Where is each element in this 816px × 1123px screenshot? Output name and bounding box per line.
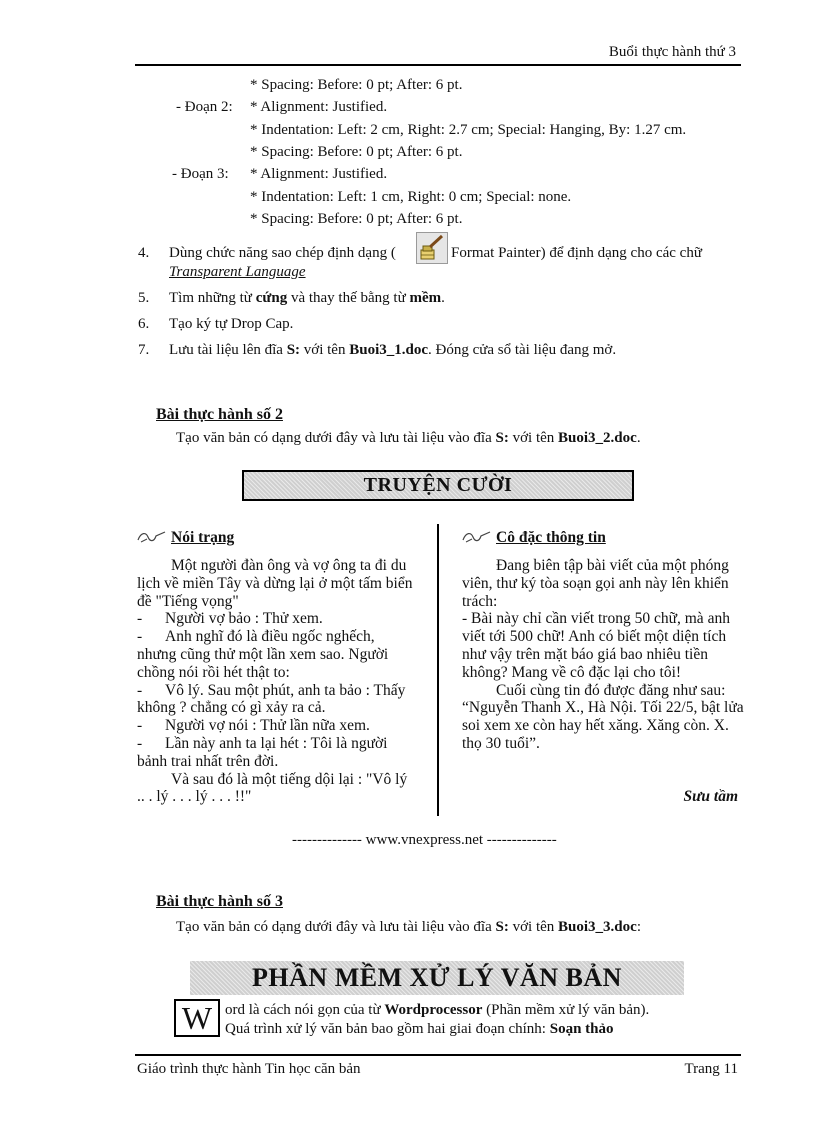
source-link-line: -------------- www.vnexpress.net -------------- bbox=[292, 832, 557, 848]
story-left-line-1: - Người vợ bảo : Thử xem. bbox=[137, 610, 323, 628]
story-left-body bbox=[137, 557, 413, 806]
spec-p1-spacing: * Spacing: Before: 0 pt; After: 6 pt. bbox=[250, 77, 463, 93]
story-left-line-4: - Người vợ nói : Thử lần nữa xem. bbox=[137, 717, 370, 735]
exercise-2-heading: Bài thực hành số 2 bbox=[156, 406, 283, 423]
spec-p3-indent: * Indentation: Left: 1 cm, Right: 0 cm; Special: none. bbox=[250, 189, 572, 205]
story-left-line-2: - Anh nghĩ đó là điều ngốc nghếch, nhưng cũng thử một lần xem sao. Người chồng nói rồi hét thật to: bbox=[137, 628, 389, 681]
story-left-intro: Một người đàn ông và vợ ông ta đi du lịch về miền Tây và dừng lại ở một tấm biển đề "Tiếng vọng" bbox=[137, 557, 413, 610]
story-left-title: Nói trạng bbox=[171, 529, 235, 546]
story-right-intro: Đang biên tập bài viết của một phóng viên, thư ký tòa soạn gọi anh này lên khiển trách: bbox=[462, 557, 729, 610]
step-6-text: Tạo ký tự Drop Cap. bbox=[169, 316, 294, 332]
banner-truyen-cuoi: TRUYỆN CƯỜI bbox=[242, 470, 634, 501]
footer-book-title: Giáo trình thực hành Tin học căn bản bbox=[137, 1061, 361, 1077]
spec-p2-indent: * Indentation: Left: 2 cm, Right: 2.7 cm; Special: Hanging, By: 1.27 cm. bbox=[250, 122, 687, 138]
footer-page-number: Trang 11 bbox=[684, 1061, 738, 1077]
story-right-title: Cô đặc thông tin bbox=[496, 529, 606, 546]
spec-p3-spacing: * Spacing: Before: 0 pt; After: 6 pt. bbox=[250, 211, 463, 227]
spec-p3-align: * Alignment: Justified. bbox=[250, 166, 388, 182]
format-painter-icon bbox=[416, 232, 448, 264]
header-rule bbox=[135, 64, 741, 66]
spec-p2-spacing: * Spacing: Before: 0 pt; After: 6 pt. bbox=[250, 144, 463, 160]
step-7-number: 7. bbox=[138, 342, 150, 358]
step-5-number: 5. bbox=[138, 290, 150, 306]
step-4-text-end: Format Painter) để định dạng cho các chữ bbox=[451, 245, 702, 261]
spec-p2-align: * Alignment: Justified. bbox=[250, 99, 388, 115]
story-left-line-3: - Vô lý. Sau một phút, anh ta bảo : Thấy không ? chẳng có gì xảy ra cả. bbox=[137, 681, 406, 717]
pen-icon bbox=[137, 530, 167, 549]
footer-rule bbox=[135, 1054, 741, 1056]
story-left-ending: Và sau đó là một tiếng dội lại : "Vô lý .. . lý . . . lý . . . !!" bbox=[137, 770, 408, 806]
banner-phan-mem: PHẦN MỀM XỬ LÝ VĂN BẢN bbox=[190, 961, 684, 995]
story-left-line-5: - Lần này anh ta lại hét : Tôi là người bảnh trai nhất trên đời. bbox=[137, 734, 388, 770]
pen-icon bbox=[462, 530, 492, 549]
story-right-signature: Sưu tầm bbox=[683, 788, 738, 805]
ex3-body-line-1: ord là cách nói gọn của từ Wordprocessor (Phần mềm xử lý văn bản). bbox=[225, 1002, 650, 1018]
step-4-link-text: Transparent Language bbox=[169, 264, 306, 280]
drop-cap: W bbox=[174, 999, 220, 1037]
spec-p3-label: - Đoạn 3: bbox=[172, 166, 229, 182]
column-divider bbox=[437, 524, 439, 816]
ex3-body-line-2: Quá trình xử lý văn bản bao gồm hai giai đoạn chính: Soạn thảo bbox=[225, 1021, 614, 1037]
exercise-3-instruction: Tạo văn bản có dạng dưới đây và lưu tài liệu vào đĩa S: với tên Buoi3_3.doc: bbox=[176, 919, 641, 935]
step-5-text: Tìm những từ cứng và thay thế bằng từ mềm. bbox=[169, 290, 445, 306]
spec-p2-label: - Đoạn 2: bbox=[176, 99, 233, 115]
story-right-dialogue: - Bài này chỉ cần viết trong 50 chữ, mà anh viết tới 500 chữ! Anh có biết một diện tích như vậy trên mặt báo giá bao nhiêu tiền không? Mang về cô đặc lại cho tôi! bbox=[462, 610, 730, 681]
story-right-ending: Cuối cùng tin đó được đăng như sau: “Nguyễn Thanh X., Hà Nội. Tối 22/5, bật lửa soi xem xe còn hay hết xăng. Xăng còn. X. thọ 30 tuổi”. bbox=[462, 681, 744, 752]
step-6-number: 6. bbox=[138, 316, 150, 332]
step-4-number: 4. bbox=[138, 245, 150, 261]
exercise-3-heading: Bài thực hành số 3 bbox=[156, 893, 283, 910]
page-header-title: Buổi thực hành thứ 3 bbox=[608, 44, 736, 60]
exercise-2-instruction: Tạo văn bản có dạng dưới đây và lưu tài liệu vào đĩa S: với tên Buoi3_2.doc. bbox=[176, 430, 641, 446]
step-4-text: Dùng chức năng sao chép định dạng ( bbox=[169, 245, 396, 261]
story-right-body bbox=[462, 557, 752, 753]
step-7-text: Lưu tài liệu lên đĩa S: với tên Buoi3_1.doc. Đóng cửa sổ tài liệu đang mở. bbox=[169, 342, 617, 358]
